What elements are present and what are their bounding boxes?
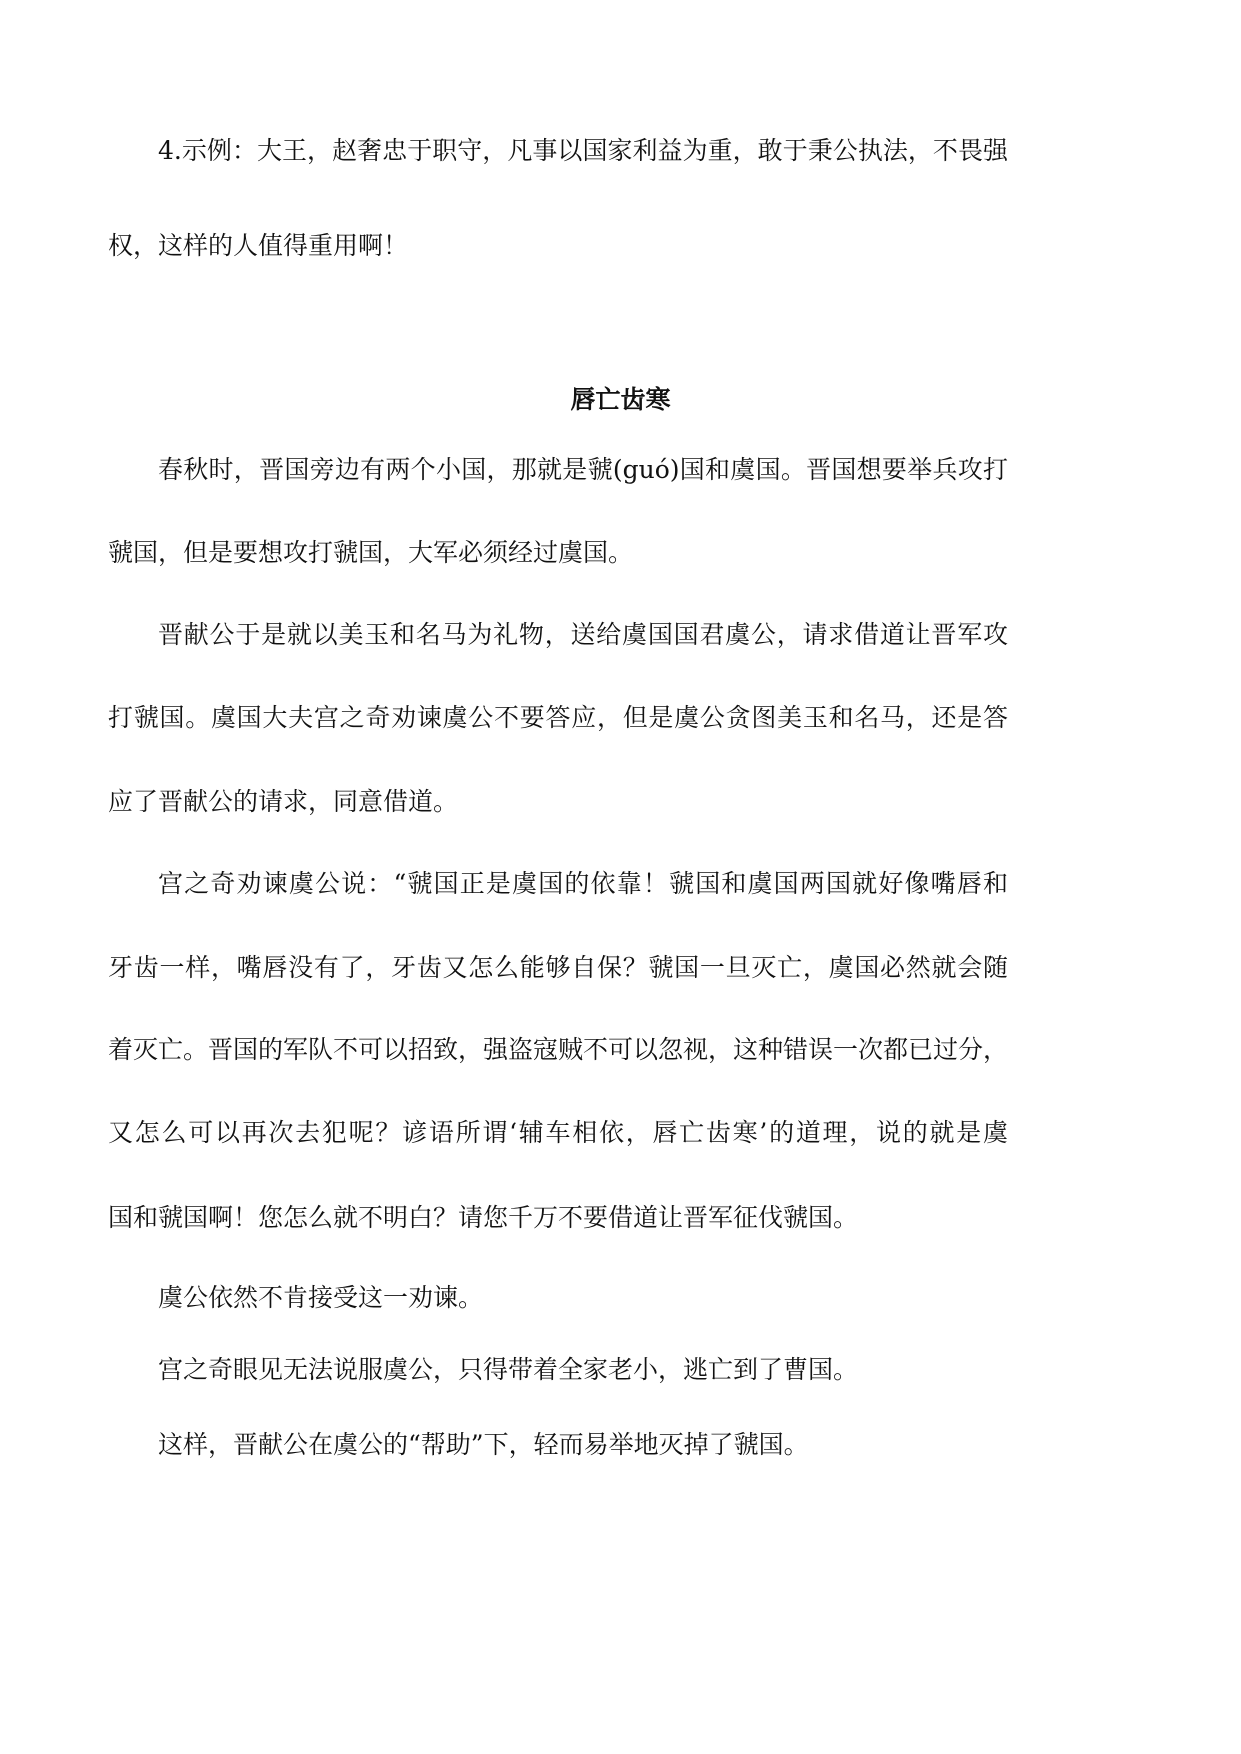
story-line: 虢国，但是要想攻打虢国，大军必须经过虞国。: [108, 538, 634, 567]
story-title: 唇亡齿寒: [570, 385, 671, 414]
story-line: 晋献公于是就以美玉和名马为礼物，送给虞国国君虞公，请求借道让晋军攻: [158, 620, 1008, 649]
story-line: 牙齿一样，嘴唇没有了，牙齿又怎么能够自保？虢国一旦灭亡，虞国必然就会随: [108, 953, 1008, 982]
story-line: 打虢国。虞国大夫宫之奇劝谏虞公不要答应，但是虞公贪图美玉和名马，还是答: [108, 703, 1008, 732]
story-line: 这样，晋献公在虞公的“帮助”下，轻而易举地灭掉了虢国。: [158, 1430, 809, 1459]
answer-line: 4.示例：大王，赵奢忠于职守，凡事以国家利益为重，敢于秉公执法，不畏强: [158, 136, 1008, 165]
answer-line: 权，这样的人值得重用啊！: [108, 231, 409, 260]
story-line: 宫之奇劝谏虞公说：“虢国正是虞国的依靠！虢国和虞国两国就好像嘴唇和: [158, 869, 1008, 898]
story-line: 春秋时，晋国旁边有两个小国，那就是虢(guó)国和虞国。晋国想要举兵攻打: [158, 455, 1008, 484]
story-line: 宫之奇眼见无法说服虞公，只得带着全家老小，逃亡到了曹国。: [158, 1355, 859, 1384]
story-line: 虞公依然不肯接受这一劝谏。: [158, 1283, 484, 1312]
story-line: 国和虢国啊！您怎么就不明白？请您千万不要借道让晋军征伐虢国。: [108, 1203, 859, 1232]
story-line: 应了晋献公的请求，同意借道。: [108, 787, 459, 816]
story-line: 着灭亡。晋国的军队不可以招致，强盗寇贼不可以忽视，这种错误一次都已过分，: [108, 1035, 1009, 1064]
story-line: 又怎么可以再次去犯呢？谚语所谓‘辅车相依，唇亡齿寒’的道理，说的就是虞: [108, 1118, 1008, 1147]
